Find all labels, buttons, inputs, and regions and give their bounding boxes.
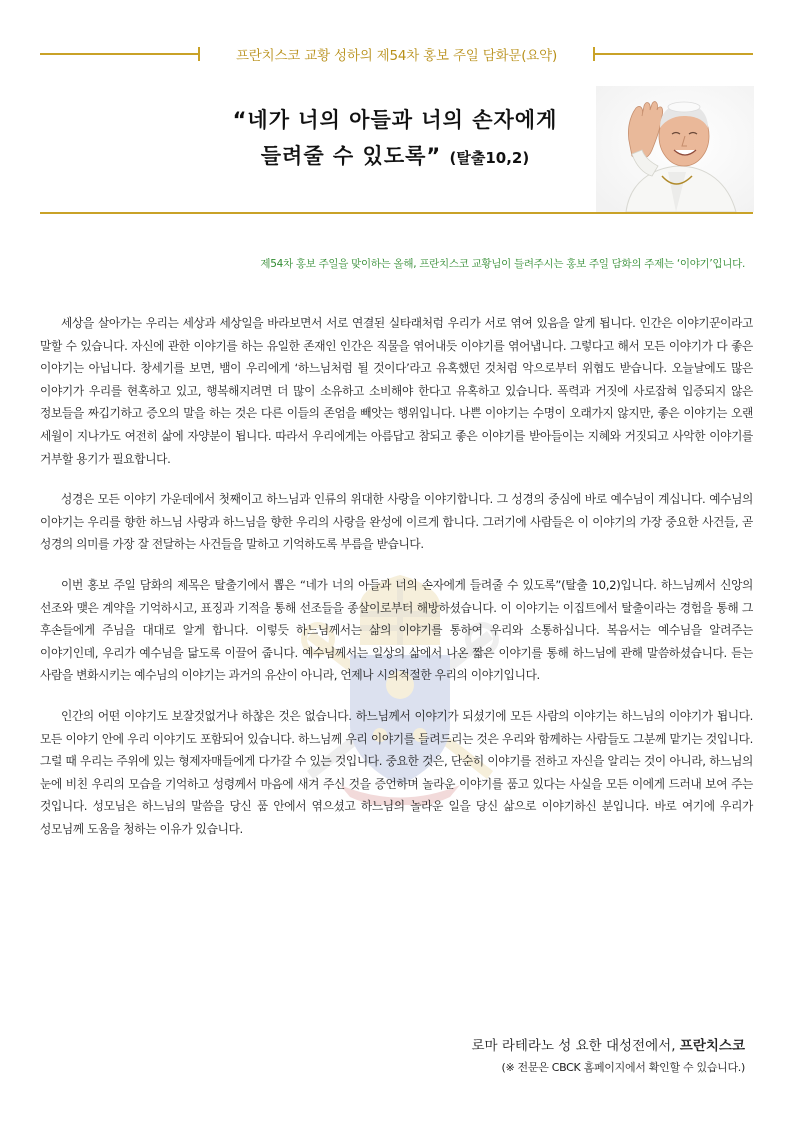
footnote: (※ 전문은 CBCK 홈페이지에서 확인할 수 있습니다.) [501,1061,745,1074]
signature-place: 로마 라테라노 성 요한 대성전에서, [471,1038,676,1054]
pope-photo [596,86,754,212]
title-citation: (탈출10,2) [449,149,530,167]
main-title [160,102,630,176]
header-tick-left [198,47,200,61]
header-band [40,38,753,68]
header-rule-right [595,53,753,55]
paragraph-3: 이번 홍보 주일 담화의 제목은 탈출기에서 뽑은 “네가 너의 아들과 너의 손자에게 들려줄 수 있도록”(탈출 10,2)입니다. 하느님께서 신앙의 선조와 맺은 계약을 기억하시고, 표징과 기적을 통해 선조들을 종살이로부터 해방하셨습니다. 이 이야기는 이집트에서 탈출이라는 경험을 통해 그 후손들에게 주님을 대대로 알게 합니다. 이렇듯 하느님께서는 삶의 이야기를 통하여 우리와 소통하십니다. 복음서는 예수님을 알려주는 이야기인데, 우리가 예수님을 닮도록 이끌어 줍니다. 예수님께서는 일상의 삶에서 나온 짧은 이야기를 통해 하느님에 관해 말씀하셨습니다. 듣는 사람을 변화시키는 예수님의 이야기는 과거의 유산이 아니라, 언제나 시의적절한 우리의 이야기입니다. [40,577,753,683]
paragraph-4: 인간의 어떤 이야기도 보잘것없거나 하찮은 것은 없습니다. 하느님께서 이야기가 되셨기에 모든 사람의 이야기는 하느님의 이야기가 됩니다. 모든 이야기 안에 우리 이야기도 포함되어 있습니다. 하느님께 우리 이야기를 들려드리는 것은 우리와 함께하는 사람들도 그분께 맡기는 것입니다. 그럴 때 우리는 주위에 있는 형제자매들에게 다가갈 수 있는 것입니다. 중요한 것은, 단순히 이야기를 전하고 자신을 알리는 것이 아니라, 하느님의 눈에 비친 우리의 모습을 기억하고 성령께서 마음에 새겨 주신 것을 증언하며 놀라운 이야기를 품고 있다는 사실을 모든 이에게 드러내 보여 주는 것입니다. 성모님은 하느님의 말씀을 당신 품 안에서 엮으셨고 하느님의 놀라운 일을 당신 삶으로 이야기하신 분입니다. 바로 여기에 우리가 성모님께 도움을 청하는 이유가 있습니다. [40,708,753,836]
header-title: 프란치스코 교황 성하의 제54차 홍보 주일 담화문(요약) [235,48,558,64]
paragraph-2: 성경은 모든 이야기 가운데에서 첫째이고 하느님과 인류의 위대한 사랑을 이야기합니다. 그 성경의 중심에 바로 예수님이 계십니다. 예수님의 이야기는 우리를 향한 하느님 사랑과 하느님을 향한 우리의 사랑을 완성에 이르게 합니다. 그러기에 사람들은 이 이야기의 가장 중요한 사건들, 곧 성경의 의미를 가장 잘 전달하는 사건들을 말하고 기억하도록 부름을 받습니다. [40,492,753,552]
header-rule-left [40,53,198,55]
paragraph-1: 세상을 살아가는 우리는 세상과 세상일을 바라보면서 서로 연결된 실타래처럼 우리가 서로 엮여 있음을 알게 됩니다. 인간은 이야기꾼이라고 말할 수 있습니다. 자신에 관한 이야기를 하는 유일한 존재인 인간은 직물을 엮어내듯 이야기를 엮어냅니다. 그렇다고 해서 모든 이야기가 다 좋은 이야기는 아닙니다. 창세기를 보면, 뱀이 우리에게 ‘하느님처럼 될 것이다’라고 유혹했던 것처럼 악으로부터 위협도 받습니다. 오늘날에도 많은 이야기가 우리를 현혹하고 있고, 행복해지려면 더 많이 소유하고 소비해야 한다고 유혹하고 있습니다. 폭력과 거짓에 사로잡혀 입증되지 않은 정보들을 짜깁기하고 증오의 말을 하는 것은 다른 이들의 존엄을 빼앗는 행위입니다. 나쁜 이야기는 수명이 오래가지 않지만, 좋은 이야기는 오랜 세월이 지나가도 여전히 삶에 자양분이 됩니다. 따라서 우리에게는 아름답고 참되고 좋은 이야기를 받아들이는 지혜와 거짓되고 사악한 이야기를 거부할 용기가 필요합니다. [40,316,753,466]
signature [471,1034,745,1054]
title-line-2 [160,138,630,176]
signature-name: 프란치스코 [679,1038,745,1054]
title-line-2-text: 들려줄 수 있도록” [260,144,442,168]
body-text [40,312,753,858]
title-bottom-rule [40,212,753,214]
title-line-1: “네가 너의 아들과 너의 손자에게 [232,108,558,132]
intro-text: 제54차 홍보 주일을 맞이하는 올해, 프란치스코 교황님이 들려주시는 홍보 주일 담화의 주제는 ‘이야기’입니다. [260,258,745,270]
